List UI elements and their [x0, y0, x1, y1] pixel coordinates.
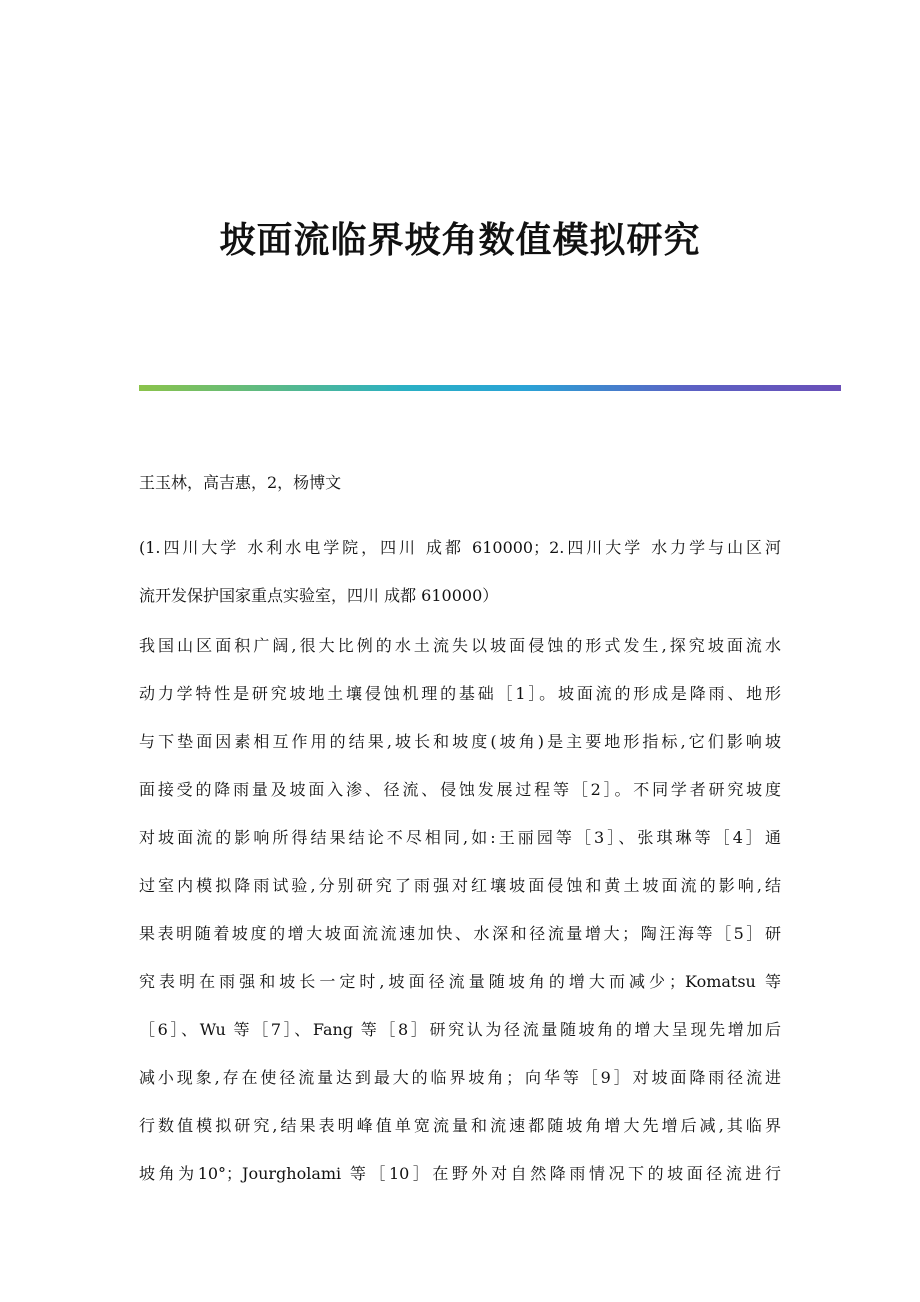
- affiliation: [139, 524, 781, 620]
- paragraph-line: 行数值模拟研究,结果表明峰值单宽流量和流速都随坡角增大先增后减,其临界: [139, 1116, 781, 1135]
- affiliation-line: 流开发保护国家重点实验室，四川 成都 610000）: [139, 586, 499, 605]
- paragraph-line: 我国山区面积广阔,很大比例的水土流失以坡面侵蚀的形式发生,探究坡面流水: [139, 636, 781, 655]
- paragraph-line: 过室内模拟降雨试验,分别研究了雨强对红壤坡面侵蚀和黄土坡面流的影响,结: [139, 876, 781, 895]
- paper-title: 坡面流临界坡角数值模拟研究: [219, 219, 701, 261]
- title-divider: [139, 385, 841, 391]
- paragraph-line: 面接受的降雨量及坡面入渗、径流、侵蚀发展过程等［2］。不同学者研究坡度: [139, 780, 781, 799]
- paragraph-line: 与下垫面因素相互作用的结果,坡长和坡度(坡角)是主要地形指标,它们影响坡: [139, 732, 781, 751]
- paragraph-line: 究表明在雨强和坡长一定时,坡面径流量随坡角的增大而减少；Komatsu 等: [139, 972, 781, 991]
- affiliation-line: (1.四川大学 水利水电学院，四川 成都 610000；2.四川大学 水力学与山区河: [139, 538, 781, 557]
- paragraph-line: 动力学特性是研究坡地土壤侵蚀机理的基础［1］。坡面流的形成是降雨、地形: [139, 684, 781, 703]
- paragraph-line: ［6］、Wu 等［7］、Fang 等［8］研究认为径流量随坡角的增大呈现先增加后: [139, 1020, 781, 1039]
- body-paragraph: [139, 622, 781, 1198]
- paragraph-line: 减小现象,存在使径流量达到最大的临界坡角；向华等［9］对坡面降雨径流进: [139, 1068, 781, 1087]
- paragraph-line: 坡角为10°；Jourgholami 等［10］在野外对自然降雨情况下的坡面径流进行: [139, 1164, 781, 1183]
- author-list: 王玉林，高吉惠，2，杨博文: [139, 473, 342, 492]
- paragraph-line: 果表明随着坡度的增大坡面流流速加快、水深和径流量增大；陶汪海等［5］研: [139, 924, 781, 943]
- paragraph-line: 对坡面流的影响所得结果结论不尽相同,如:王丽园等［3］、张琪琳等［4］通: [139, 828, 781, 847]
